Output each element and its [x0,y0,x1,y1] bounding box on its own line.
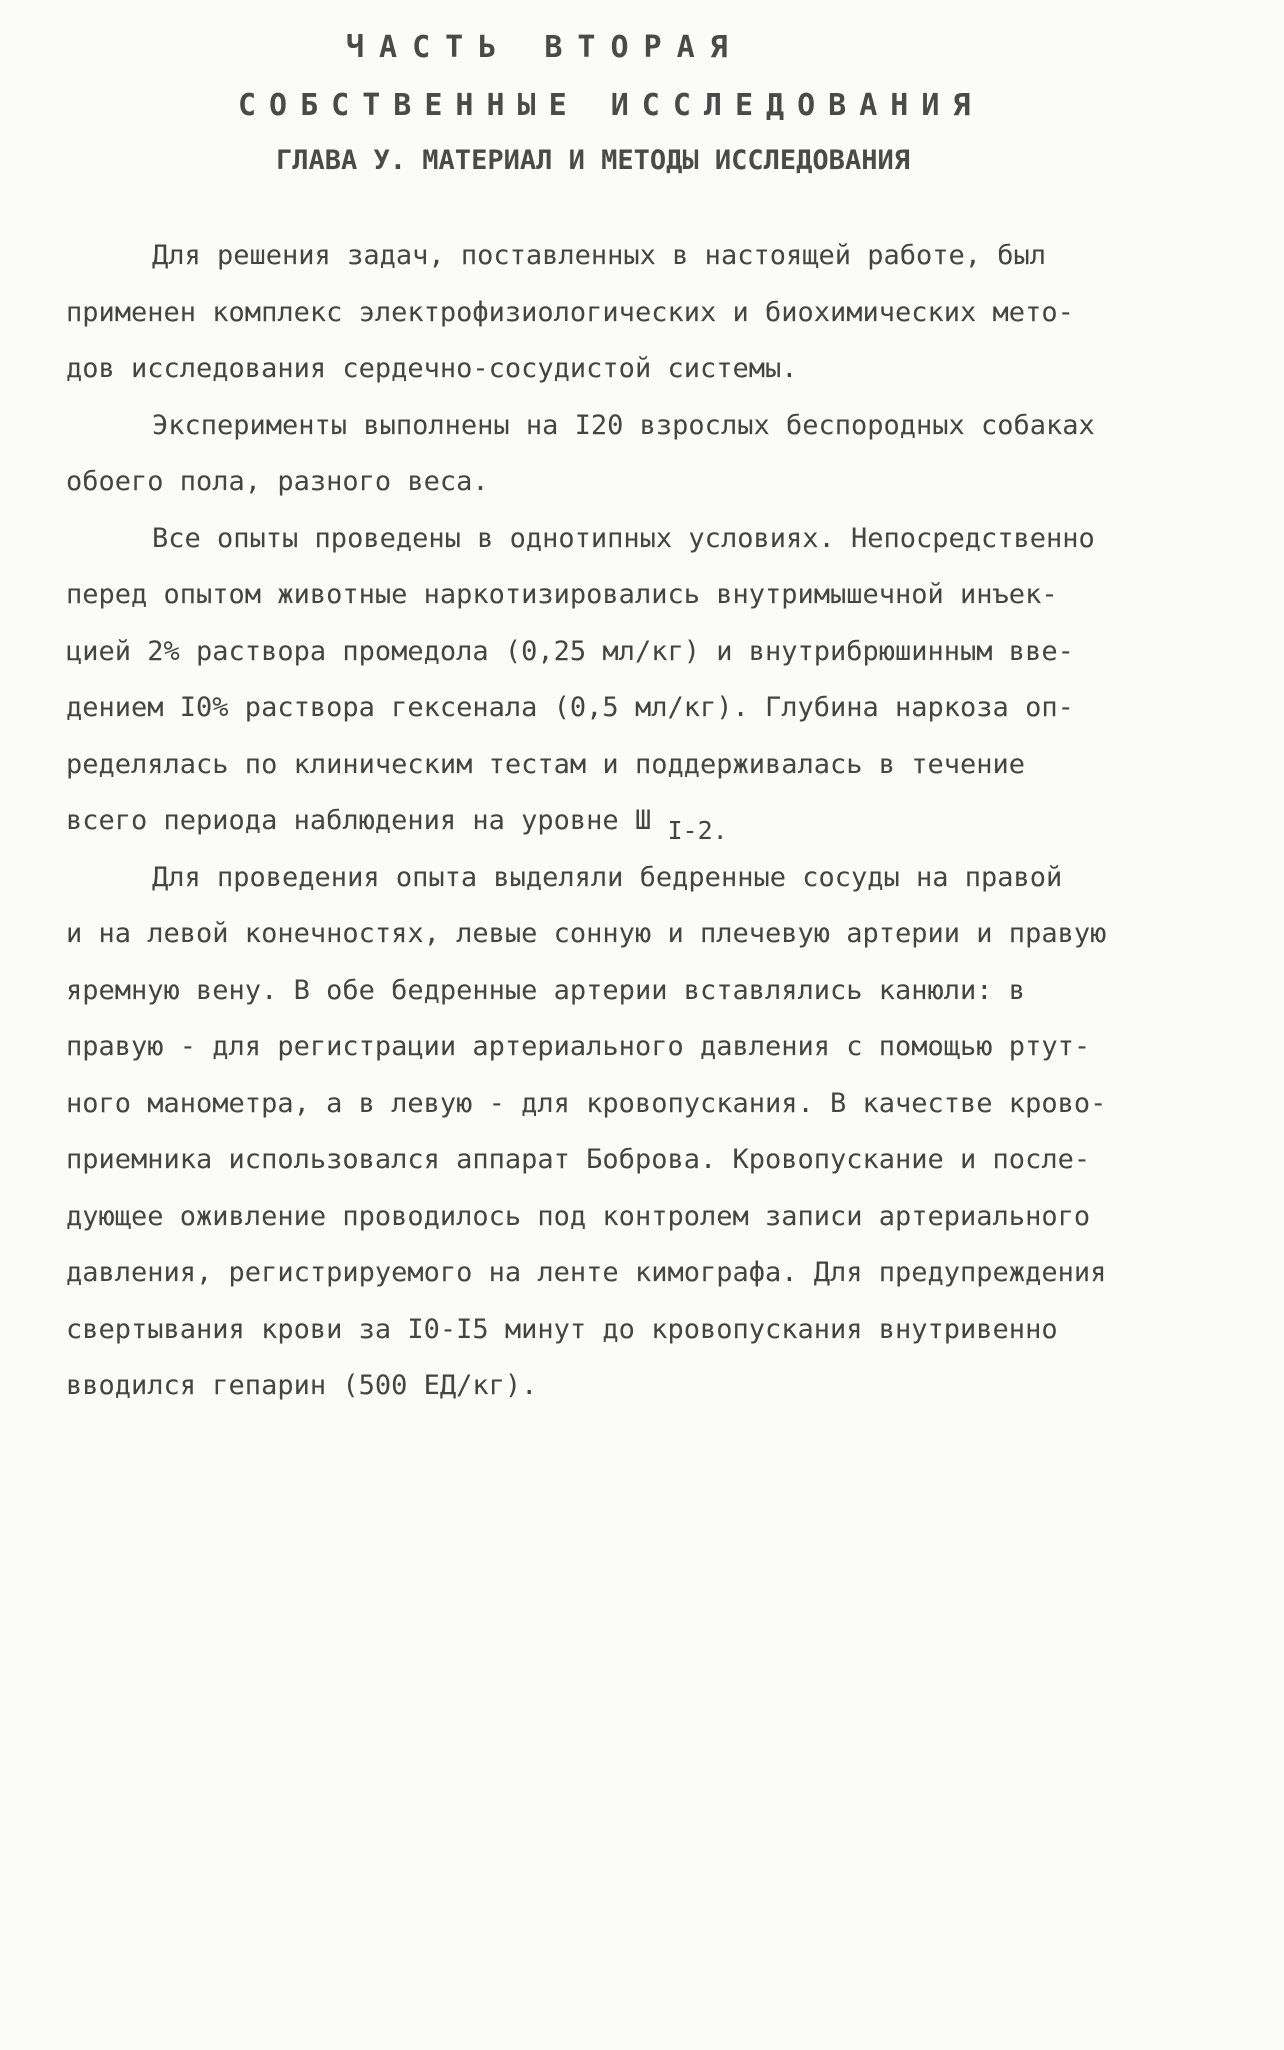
paragraph-line: давления, регистрируемого на ленте кимографа. Для предупреждения [66,1257,1107,1288]
paragraph-line: Эксперименты выполнены на I20 взрослых беспородных собаках [152,409,1095,441]
paragraph-line: правую - для регистрации артериального давления с помощью ртут- [66,1031,1091,1062]
paragraph-line: Для проведения опыта выделяли бедренные сосуды на правой [152,861,1063,893]
paragraph-line: приемника использовался аппарат Боброва. Кровопускание и после- [66,1144,1091,1175]
part-title: ЧАСТЬ ВТОРАЯ [346,30,743,65]
section-title: СОБСТВЕННЫЕ ИССЛЕДОВАНИЯ [238,88,984,123]
body-text [66,228,1186,1415]
paragraph-line: Для решения задач, поставленных в настоящей работе, был [152,240,1047,271]
paragraph-line-with-subscript [66,793,1186,850]
paragraph-line: цией 2% раствора промедола (0,25 мл/кг) и внутрибрюшинным вве- [66,635,1074,667]
paragraph-line: и на левой конечностях, левые сонную и плечевую артерии и правую [66,918,1107,949]
paragraph-line: применен комплекс электрофизиологических и биохимических мето- [66,296,1074,328]
paragraph-line: дением I0% раствора гексенала (0,5 мл/кг). Глубина наркоза оп- [66,692,1074,723]
paragraph-line: свертывания крови за I0-I5 минут до кровопускания внутривенно [66,1313,1058,1345]
paragraph-line: дующее оживление проводилось под контролем записи артериального [66,1200,1091,1232]
paragraph-line: перед опытом животные наркотизировались внутримышечной инъек- [66,579,1058,610]
paragraph-line: ределялась по клиническим тестам и поддерживалась в течение [66,748,1026,780]
paragraph-line: Все опыты проведены в однотипных условиях. Непосредственно [152,522,1095,554]
paragraph-line: яремную вену. В обе бедренные артерии вставлялись канюли: в [66,974,1026,1006]
paragraph-line: вводился гепарин (500 ЕД/кг). [66,1370,538,1401]
chapter-title: ГЛАВА У. МАТЕРИАЛ И МЕТОДЫ ИССЛЕДОВАНИЯ [276,145,910,176]
paragraph-line: обоего пола, разного веса. [66,466,489,497]
anesthesia-level-subscript: I-2. [667,816,728,845]
paragraph-line: ного манометра, а в левую - для кровопускания. В качестве крово- [66,1087,1107,1119]
paragraph-line: дов исследования сердечно-сосудистой системы. [66,353,798,384]
paragraph-line: всего периода наблюдения на уровне Ш [66,805,652,836]
